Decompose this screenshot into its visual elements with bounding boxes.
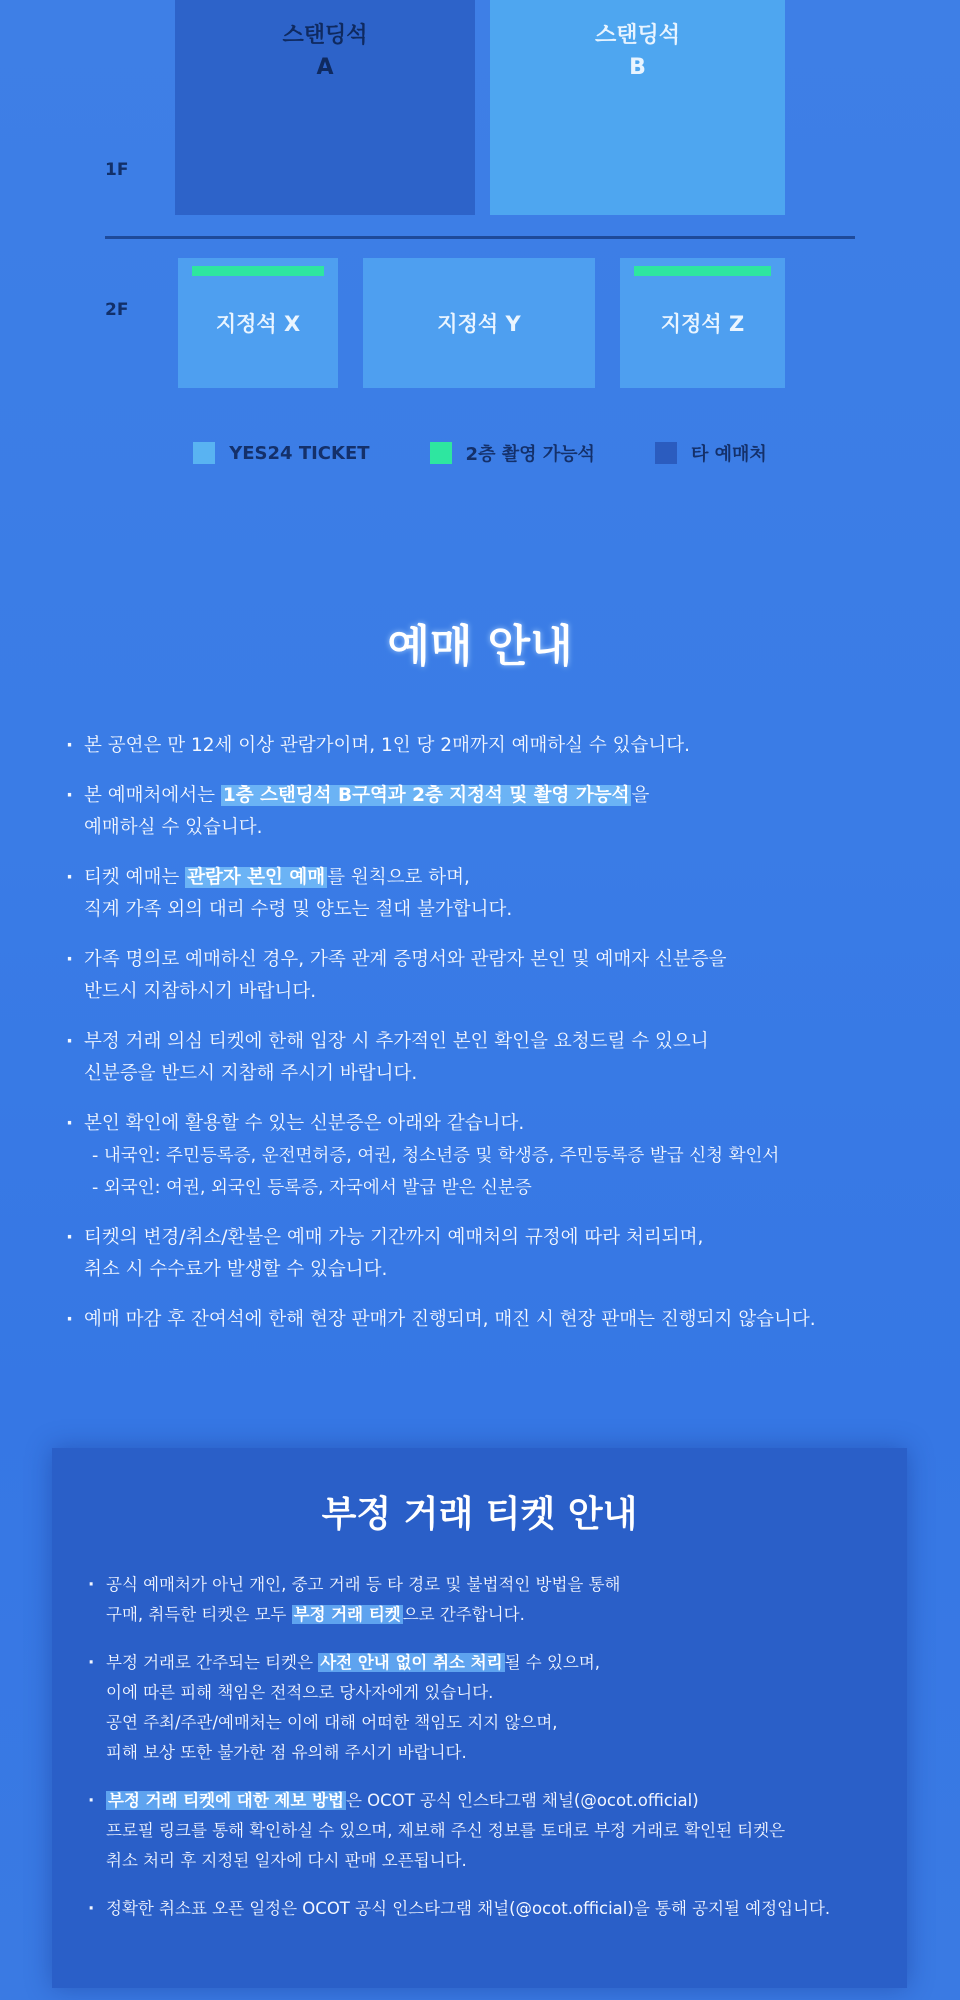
reserved-seat-x <box>178 258 338 388</box>
filming-zone-bar <box>192 266 324 276</box>
seat-map <box>0 0 960 480</box>
list-item: · 예매 마감 후 잔여석에 한해 현장 판매가 진행되며, 매진 시 현장 판매는 진행되지 않습니다. <box>62 1304 922 1336</box>
standing-b-letter: B <box>629 55 646 80</box>
standing-a-label: 스탠딩석 <box>282 23 368 48</box>
legend-item-yes24 <box>193 440 369 466</box>
reserved-seat-y-label: 지정석 Y <box>437 312 521 336</box>
standing-a-letter: A <box>316 55 334 80</box>
list-item: · 본 예매처에서는 1층 스탠딩석 B구역과 2층 지정석 및 촬영 가능석 을 예매하실 수 있습니다. <box>62 780 922 844</box>
reserved-seat-z-label: 지정석 Z <box>660 312 745 336</box>
list-item: · 부정 거래 티켓에 대한 제보 방법 은 OCOT 공식 인스타그램 채널(@ocot.official) 프로필 링크를 통해 확인하실 수 있으며, 제보해 주신 정보를 토대로 부정 거래로 확인된 티켓은 취소 처리 후 지정된 일자에 다시 판매 오픈됩니다. <box>84 1786 884 1876</box>
reserved-seat-y <box>363 258 595 388</box>
standing-b-label: 스탠딩석 <box>594 23 680 48</box>
legend-swatch <box>193 442 215 464</box>
legend-label: 2층 촬영 가능석 <box>465 444 595 465</box>
floor-divider <box>105 236 855 239</box>
legend-label: YES24 TICKET <box>229 442 370 464</box>
fraud-notice-title: 부정 거래 티켓 안내 <box>321 1494 638 1535</box>
list-item: · 가족 명의로 예매하신 경우, 가족 관계 증명서와 관람자 본인 및 예매자 신분증을 반드시 지참하시기 바랍니다. <box>62 944 922 1008</box>
reserved-seat-z <box>620 258 785 388</box>
floor-2-label: 2F <box>105 300 129 320</box>
list-item: · 본인 확인에 활용할 수 있는 신분증은 아래와 같습니다. - 내국인: 주민등록증, 운전면허증, 여권, 청소년증 및 학생증, 주민등록증 발급 신청 확인서 - 외국인: 여권, 외국인 등록증, 자국에서 발급 받은 신분증 <box>62 1108 922 1204</box>
standing-section-b <box>490 0 785 215</box>
floor-1-label: 1F <box>105 160 129 180</box>
legend-item-filming <box>430 440 595 466</box>
highlight-text: 부정 거래 티켓에 대한 제보 방법 <box>108 1791 344 1810</box>
highlight-text: 사전 안내 없이 취소 처리 <box>320 1653 503 1672</box>
list-item: · 부정 거래로 간주되는 티켓은 사전 안내 없이 취소 처리 될 수 있으며, 이에 따른 피해 책임은 전적으로 당사자에게 있습니다. 공연 주최/주관/예매처는 이에 대해 어떠한 책임도 지지 않으며, 피해 보상 또한 불가한 점 유의해 주시기 바랍니다. <box>84 1648 884 1768</box>
list-item: · 티켓 예매는 관람자 본인 예매 를 원칙으로 하며, 직계 가족 외의 대리 수령 및 양도는 절대 불가합니다. <box>62 862 922 926</box>
list-item: · 부정 거래 의심 티켓에 한해 입장 시 추가적인 본인 확인을 요청드릴 수 있으니 신분증을 반드시 지참해 주시기 바랍니다. <box>62 1026 922 1090</box>
list-item: · 정확한 취소표 오픈 일정은 OCOT 공식 인스타그램 채널(@ocot.official)을 통해 공지될 예정입니다. <box>84 1894 884 1924</box>
reserved-seat-x-label: 지정석 X <box>215 312 301 336</box>
list-item: · 티켓의 변경/취소/환불은 예매 가능 기간까지 예매처의 규정에 따라 처리되며, 취소 시 수수료가 발생할 수 있습니다. <box>62 1222 922 1286</box>
id-domestic: - 내국인: 주민등록증, 운전면허증, 여권, 청소년증 및 학생증, 주민등록증 발급 신청 확인서 <box>92 1146 780 1166</box>
highlight-text: 부정 거래 티켓 <box>293 1605 401 1624</box>
list-item: · 공식 예매처가 아닌 개인, 중고 거래 등 타 경로 및 불법적인 방법을 통해 구매, 취득한 티켓은 모두 부정 거래 티켓 으로 간주합니다. <box>84 1570 884 1630</box>
highlight-text: 1층 스탠딩석 B구역과 2층 지정석 및 촬영 가능석 <box>222 785 630 806</box>
list-item: · 본 공연은 만 12세 이상 관람가이며, 1인 당 2매까지 예매하실 수 있습니다. <box>62 730 922 762</box>
filming-zone-bar <box>634 266 771 276</box>
fraud-notice-list <box>84 1570 884 1942</box>
id-foreign: - 외국인: 여권, 외국인 등록증, 자국에서 발급 받은 신분증 <box>92 1178 532 1198</box>
reservation-notice-title: 예매 안내 <box>387 621 573 672</box>
legend-swatch <box>655 442 677 464</box>
highlight-text: 관람자 본인 예매 <box>187 867 326 888</box>
standing-section-a <box>175 0 475 215</box>
seat-legend <box>0 440 960 466</box>
legend-item-other <box>655 440 767 466</box>
reservation-notice-list <box>62 730 922 1354</box>
legend-label: 타 예매처 <box>690 444 767 465</box>
legend-swatch <box>430 442 452 464</box>
fraud-ticket-notice-box <box>52 1448 907 1988</box>
